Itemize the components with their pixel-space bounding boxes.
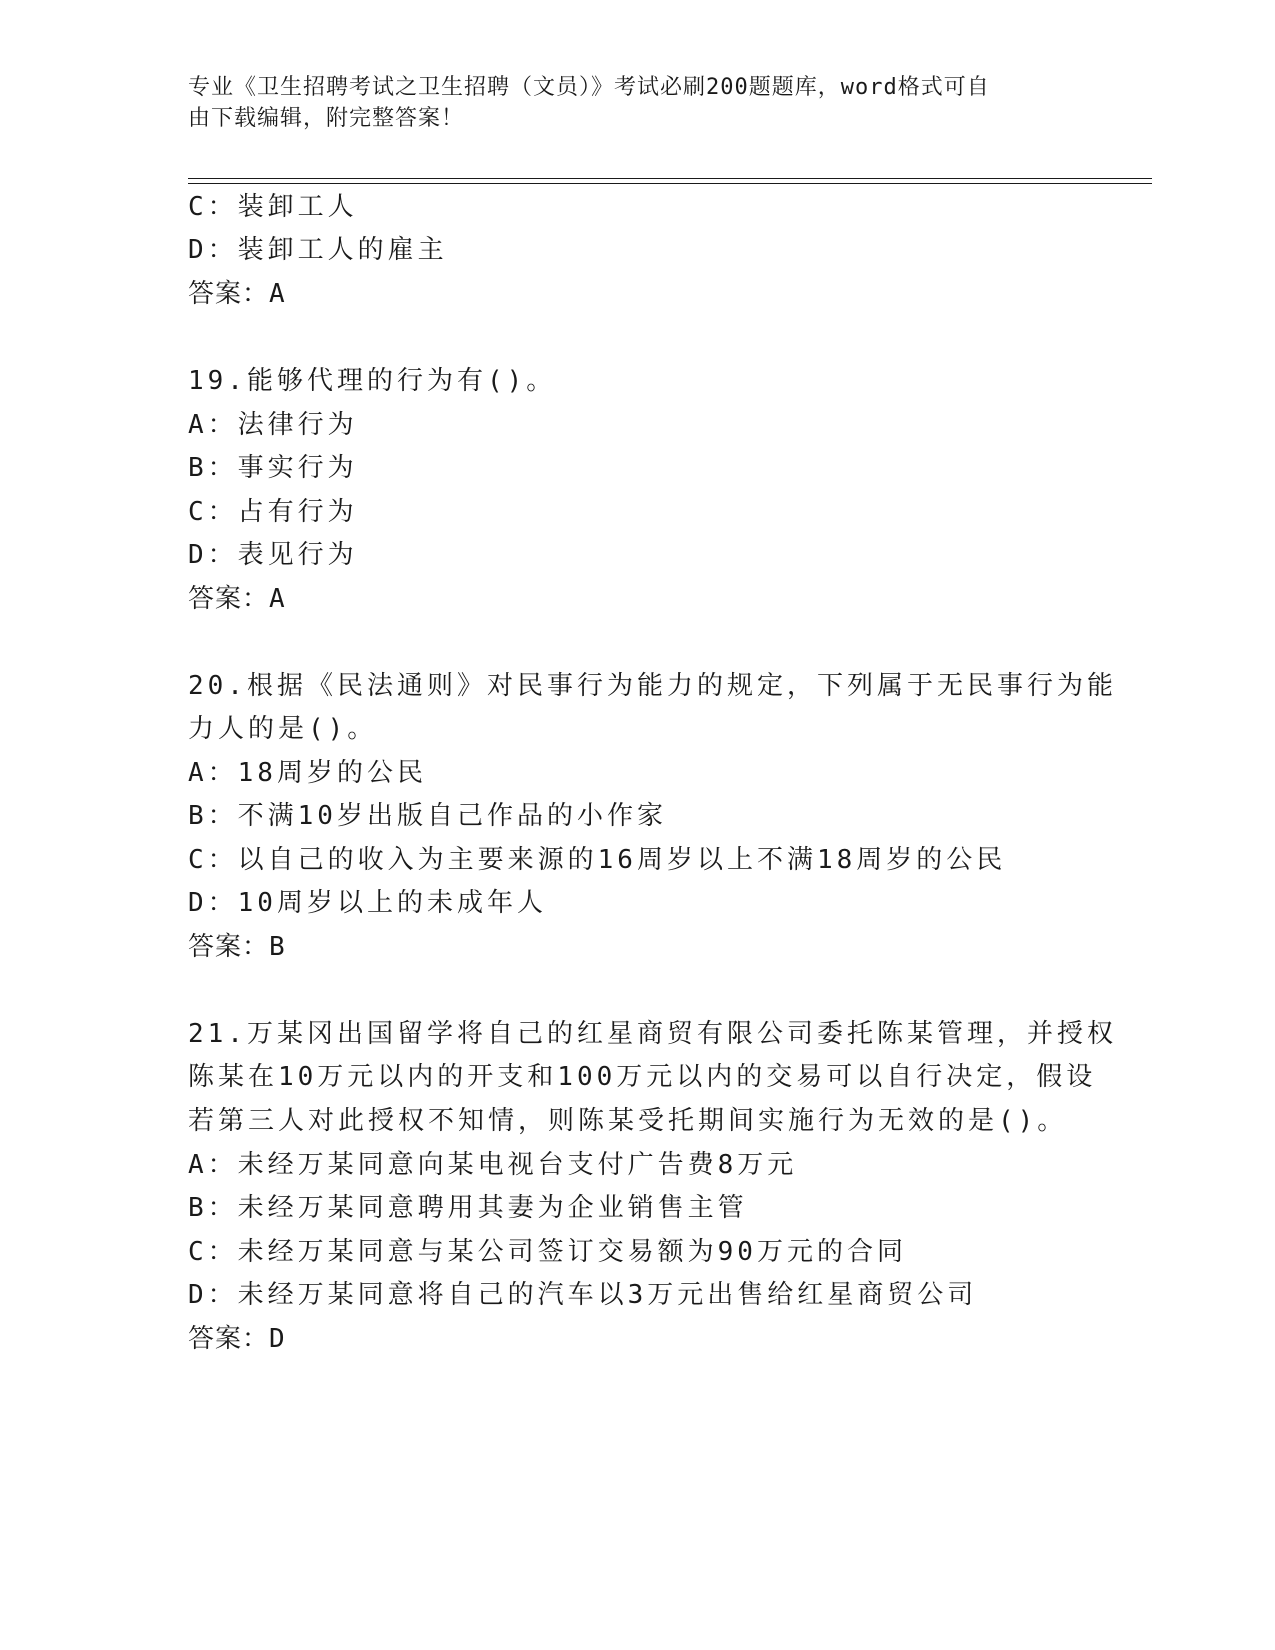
header-rule-top <box>188 178 1152 179</box>
q21-option-d: D：未经万某同意将自己的汽车以3万元出售给红星商贸公司 <box>188 1280 978 1310</box>
q19-answer: 答案：A <box>188 584 286 614</box>
q18-option-c: C：装卸工人 <box>188 192 358 222</box>
q19-option-c: C：占有行为 <box>188 497 358 527</box>
q20-answer: 答案：B <box>188 932 286 962</box>
header-rule-bottom <box>188 183 1152 184</box>
q21-stem-line-3: 若第三人对此授权不知情，则陈某受托期间实施行为无效的是()。 <box>188 1106 1068 1136</box>
q21-option-c: C：未经万某同意与某公司签订交易额为90万元的合同 <box>188 1237 907 1267</box>
q20-option-b: B：不满10岁出版自己作品的小作家 <box>188 801 667 831</box>
q19-stem: 19.能够代理的行为有()。 <box>188 366 557 396</box>
q20-option-c: C：以自己的收入为主要来源的16周岁以上不满18周岁的公民 <box>188 845 1007 875</box>
document-header <box>188 72 1068 134</box>
q20-option-a: A：18周岁的公民 <box>188 758 427 788</box>
q18-answer: 答案：A <box>188 279 286 309</box>
q21-option-b: B：未经万某同意聘用其妻为企业销售主管 <box>188 1193 748 1223</box>
q20-option-d: D：10周岁以上的未成年人 <box>188 888 547 918</box>
q21-option-a: A：未经万某同意向某电视台支付广告费8万元 <box>188 1150 798 1180</box>
q19-option-a: A：法律行为 <box>188 410 358 440</box>
q20-stem-line-1: 20.根据《民法通则》对民事行为能力的规定，下列属于无民事行为能 <box>188 671 1117 701</box>
q18-option-d: D：装卸工人的雇主 <box>188 235 448 265</box>
header-line-1: 专业《卫生招聘考试之卫生招聘（文员）》考试必刷200题题库，word格式可自 <box>188 75 990 100</box>
q19-option-d: D：表见行为 <box>188 540 358 570</box>
q21-stem-line-2: 陈某在10万元以内的开支和100万元以内的交易可以自行决定，假设 <box>188 1062 1097 1092</box>
q21-answer: 答案：D <box>188 1324 286 1354</box>
q20-stem-line-2: 力人的是()。 <box>188 714 378 744</box>
header-line-2: 由下载编辑，附完整答案！ <box>188 106 465 131</box>
q21-stem-line-1: 21.万某冈出国留学将自己的红星商贸有限公司委托陈某管理，并授权 <box>188 1019 1117 1049</box>
q19-option-b: B：事实行为 <box>188 453 358 483</box>
